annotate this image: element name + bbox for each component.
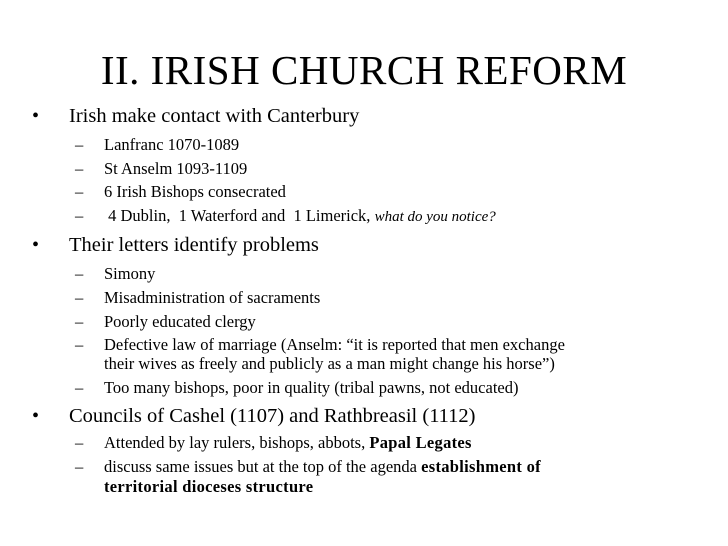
sub-item-text-plain: 4 Dublin, 1 Waterford and 1 Limerick, <box>104 206 375 225</box>
bullet-text: Their letters identify problems <box>69 234 319 256</box>
sub-item-text: Defective law of marriage (Anselm: “it is reported that men exchange <box>104 335 565 354</box>
sub-item-strong: territorial dioceses structure <box>104 477 314 496</box>
sub-item-text: Lanfranc 1070-1089 <box>104 135 240 154</box>
sub-item-text: Poorly educated clergy <box>104 312 256 331</box>
dash-icon: – <box>75 378 84 397</box>
bullet-text: Councils of Cashel (1107) and Rathbreasil (1112) <box>69 405 476 427</box>
sub-item-text: their wives as freely and publicly as a man might change his horse”) <box>104 354 555 373</box>
sub-item-text <box>104 432 472 454</box>
sub-item-text: Too many bishops, poor in quality (tribal pawns, not educated) <box>104 378 519 397</box>
bullet-icon: • <box>32 234 40 256</box>
dash-icon: – <box>75 288 84 307</box>
sub-item-strong: establishment of <box>421 457 541 476</box>
dash-icon: – <box>75 335 84 354</box>
sub-item-text: 6 Irish Bishops consecrated <box>104 182 286 201</box>
sub-item-text: Misadministration of sacraments <box>104 288 321 307</box>
sub-item-text <box>104 205 496 228</box>
dash-icon: – <box>75 182 84 201</box>
bullet-text: Irish make contact with Canterbury <box>69 105 360 127</box>
dash-icon: – <box>75 264 84 283</box>
bullet-icon: • <box>32 405 40 427</box>
sub-item-text: St Anselm 1093-1109 <box>104 159 248 178</box>
dash-icon: – <box>75 159 84 178</box>
dash-icon: – <box>75 457 84 476</box>
sub-item-strong: Papal Legates <box>369 433 472 452</box>
sub-item-text-plain: Attended by lay rulers, bishops, abbots, <box>104 433 370 452</box>
slide-title: II. IRISH CHURCH REFORM <box>100 47 628 93</box>
sub-item-text: Simony <box>104 264 156 283</box>
dash-icon: – <box>75 312 84 331</box>
sub-item-text-plain: discuss same issues but at the top of the agenda <box>104 457 422 476</box>
dash-icon: – <box>75 433 84 452</box>
sub-item-emphasis: what do you notice? <box>374 209 496 225</box>
dash-icon: – <box>75 206 84 225</box>
dash-icon: – <box>75 135 84 154</box>
bullet-icon: • <box>32 105 40 127</box>
sub-item-text <box>104 456 541 478</box>
